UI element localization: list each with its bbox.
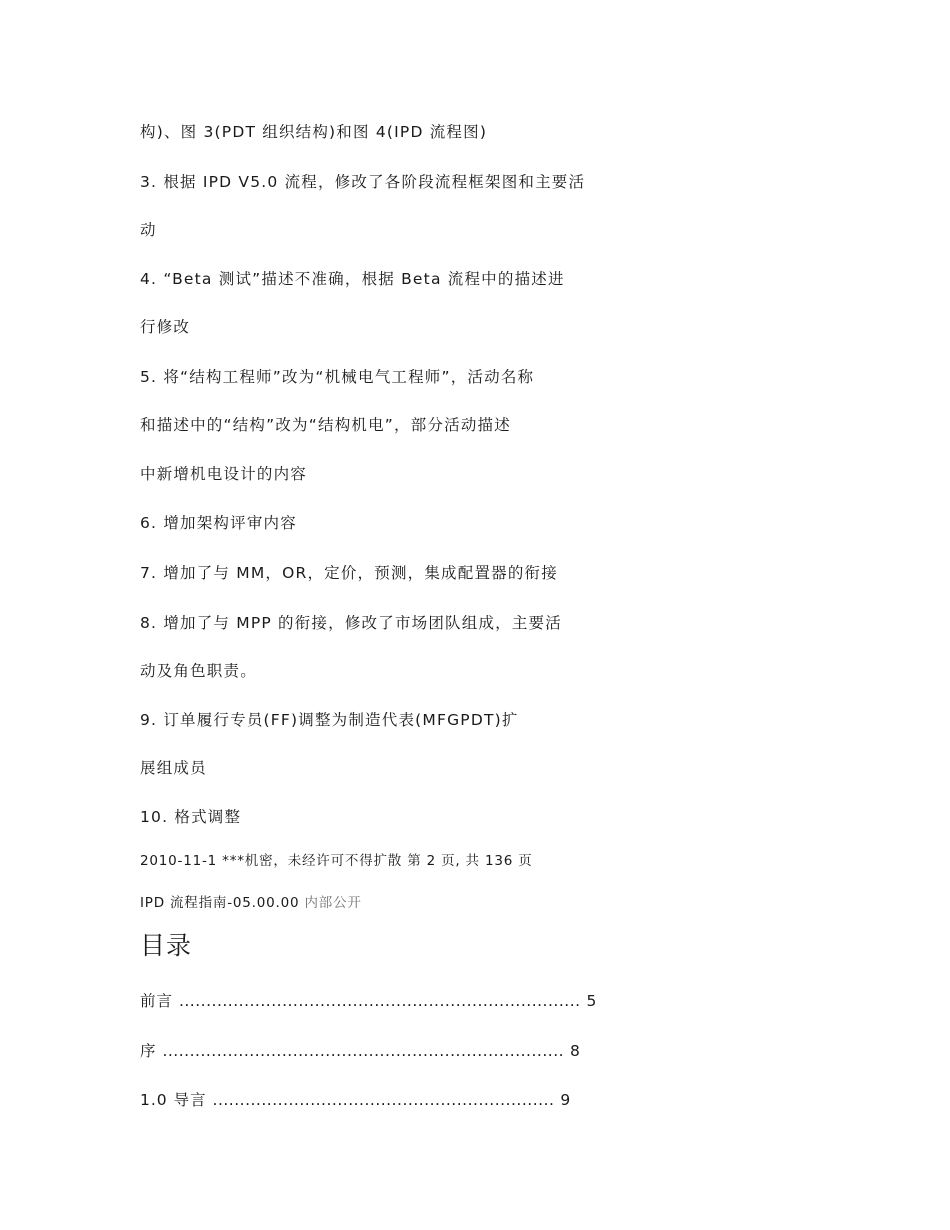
change-line-2: 3. 根据 IPD V5.0 流程，修改了各阶段流程框架图和主要活 <box>140 173 586 191</box>
toc-entry-page: 8 <box>570 1042 581 1060</box>
toc-title: 目录 <box>140 931 193 960</box>
toc-entry-page: 5 <box>586 992 598 1010</box>
change-line-12: 动及角色职责。 <box>140 662 257 680</box>
toc-entry[interactable] <box>140 1041 581 1061</box>
page-header <box>140 893 362 913</box>
change-line-7: 和描述中的“结构”改为“结构机电”，部分活动描述 <box>140 416 511 434</box>
document-id: IPD 流程指南-05.00.00 <box>140 895 300 911</box>
toc-entry-page: 9 <box>560 1091 572 1109</box>
toc-entry[interactable] <box>140 991 597 1011</box>
toc-entry-label: 前言 <box>140 992 174 1010</box>
change-line-1: 构)、图 3(PDT 组织结构)和图 4(IPD 流程图) <box>140 123 488 141</box>
toc-entry-label: 1.0 导言 <box>140 1091 207 1109</box>
change-line-10: 7. 增加了与 MM，OR，定价，预测，集成配置器的衔接 <box>140 564 558 582</box>
change-line-3: 动 <box>140 221 157 239</box>
change-line-14: 展组成员 <box>140 759 207 777</box>
change-line-8: 中新增机电设计的内容 <box>140 465 308 483</box>
page-footer: 2010-11-1 ***机密，未经许可不得扩散 第 2 页, 共 136 页 <box>140 853 533 869</box>
toc-entry[interactable] <box>140 1090 571 1110</box>
toc-leader-dots: ............................................................... <box>212 1091 555 1109</box>
change-line-5: 行修改 <box>140 318 191 336</box>
change-line-15: 10. 格式调整 <box>140 808 242 826</box>
change-line-4: 4. “Beta 测试”描述不准确，根据 Beta 流程中的描述进 <box>140 270 565 288</box>
toc-leader-dots: .......................................................................... <box>178 992 581 1010</box>
toc-leader-dots: .......................................................................... <box>162 1042 565 1060</box>
change-line-6: 5. 将“结构工程师”改为“机械电气工程师”，活动名称 <box>140 368 535 386</box>
change-line-9: 6. 增加架构评审内容 <box>140 514 297 532</box>
classification-label: 内部公开 <box>304 895 362 911</box>
change-line-11: 8. 增加了与 MPP 的衔接，修改了市场团队组成，主要活 <box>140 614 562 632</box>
toc-entry-label: 序 <box>140 1042 157 1060</box>
change-line-13: 9. 订单履行专员(FF)调整为制造代表(MFGPDT)扩 <box>140 711 519 729</box>
